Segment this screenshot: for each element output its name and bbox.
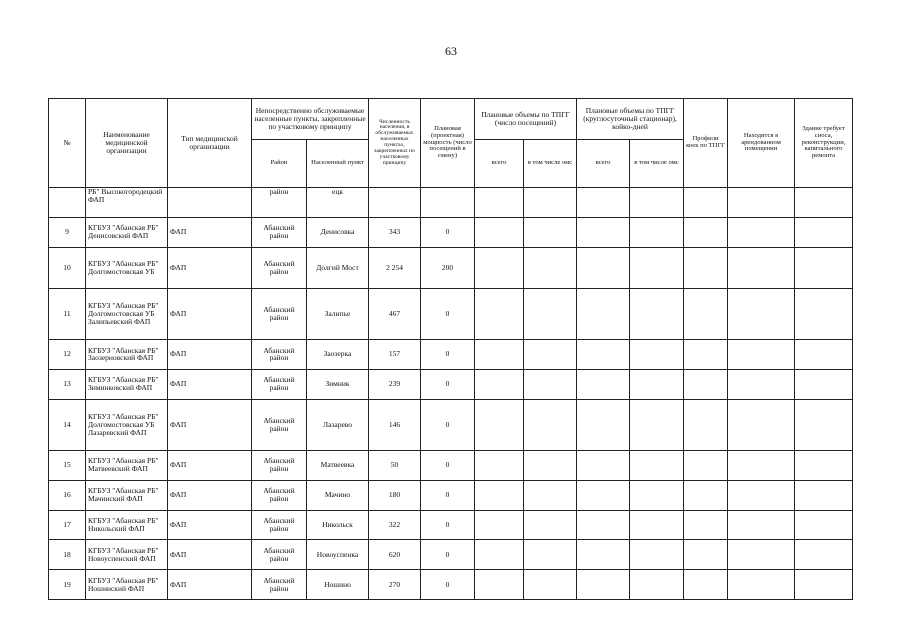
cell-repair: [795, 340, 853, 370]
cell-capacity: 0: [421, 450, 475, 480]
cell-rented: [728, 450, 795, 480]
cell-district: район: [252, 188, 307, 218]
cell-type: ФАП: [168, 570, 252, 600]
cell-oms-2: [630, 188, 684, 218]
cell-type: ФАП: [168, 399, 252, 450]
cell-oms: [524, 369, 577, 399]
cell-locality: Новоуспенка: [307, 540, 369, 570]
cell-num: 14: [49, 399, 86, 450]
cell-num: 18: [49, 540, 86, 570]
cell-type: ФАП: [168, 340, 252, 370]
cell-profile: [684, 369, 728, 399]
cell-num: 15: [49, 450, 86, 480]
table-row: [49, 510, 853, 540]
cell-population: 50: [369, 450, 421, 480]
cell-total: [475, 510, 524, 540]
cell-total-2: [577, 288, 630, 339]
cell-profile: [684, 188, 728, 218]
cell-total-2: [577, 540, 630, 570]
cell-repair: [795, 188, 853, 218]
cell-locality: ецк: [307, 188, 369, 218]
cell-population: 180: [369, 480, 421, 510]
cell-locality: Никольск: [307, 510, 369, 540]
cell-oms: [524, 480, 577, 510]
cell-type: ФАП: [168, 510, 252, 540]
cell-rented: [728, 217, 795, 247]
cell-rented: [728, 540, 795, 570]
cell-locality: Заозерка: [307, 340, 369, 370]
cell-capacity: 0: [421, 369, 475, 399]
cell-num: 12: [49, 340, 86, 370]
cell-total-2: [577, 369, 630, 399]
header-population: Численность населения, в обслуживаемых населенных пунктах, закрепленных по участковому принципу: [369, 99, 421, 188]
header-num: №: [49, 99, 86, 188]
cell-num: 11: [49, 288, 86, 339]
cell-district: Абанский район: [252, 540, 307, 570]
header-profile: Профили коек по ТПГГ: [684, 99, 728, 188]
cell-total: [475, 288, 524, 339]
cell-population: 467: [369, 288, 421, 339]
cell-total: [475, 188, 524, 218]
cell-capacity: 0: [421, 288, 475, 339]
cell-rented: [728, 510, 795, 540]
cell-district: Абанский район: [252, 450, 307, 480]
cell-repair: [795, 540, 853, 570]
cell-oms-2: [630, 450, 684, 480]
cell-num: [49, 188, 86, 218]
cell-rented: [728, 369, 795, 399]
cell-oms-2: [630, 399, 684, 450]
header-oms-2: в том числе омс: [630, 140, 684, 188]
header-rented: Находится в арендованном помещении: [728, 99, 795, 188]
cell-locality: Денисовка: [307, 217, 369, 247]
cell-name: КГБУЗ "Абанская РБ" Заозерновский ФАП: [86, 340, 168, 370]
cell-total-2: [577, 340, 630, 370]
cell-type: ФАП: [168, 288, 252, 339]
header-direct-group: Непосредственно обслуживаемые населенные пункты, закрепленные по участковому принципу: [252, 99, 369, 140]
cell-type: ФАП: [168, 450, 252, 480]
table-row: [49, 480, 853, 510]
cell-locality: Ношино: [307, 570, 369, 600]
cell-name: КГБУЗ "Абанская РБ" Долгомостовская УБ Лазаревский ФАП: [86, 399, 168, 450]
cell-name: КГБУЗ "Абанская РБ" Зиминковский ФАП: [86, 369, 168, 399]
cell-num: 16: [49, 480, 86, 510]
cell-type: ФАП: [168, 480, 252, 510]
cell-rented: [728, 570, 795, 600]
cell-capacity: 0: [421, 340, 475, 370]
cell-profile: [684, 340, 728, 370]
cell-repair: [795, 247, 853, 288]
table-row: [49, 247, 853, 288]
cell-oms-2: [630, 510, 684, 540]
cell-capacity: 0: [421, 480, 475, 510]
cell-total: [475, 369, 524, 399]
cell-capacity: 0: [421, 510, 475, 540]
cell-total: [475, 450, 524, 480]
header-district: Район: [252, 140, 307, 188]
cell-total-2: [577, 247, 630, 288]
cell-type: ФАП: [168, 247, 252, 288]
cell-repair: [795, 510, 853, 540]
cell-population: 157: [369, 340, 421, 370]
cell-total: [475, 399, 524, 450]
table-row: [49, 450, 853, 480]
cell-rented: [728, 288, 795, 339]
header-type: Тип медицинской организации: [168, 99, 252, 188]
cell-total-2: [577, 480, 630, 510]
cell-name: КГБУЗ "Абанская РБ" Новоуспенский ФАП: [86, 540, 168, 570]
cell-type: [168, 188, 252, 218]
header-total-2: всего: [577, 140, 630, 188]
cell-total-2: [577, 450, 630, 480]
cell-oms: [524, 399, 577, 450]
cell-population: 2 254: [369, 247, 421, 288]
table-row-continuation: [49, 188, 853, 218]
cell-oms: [524, 340, 577, 370]
cell-oms: [524, 510, 577, 540]
cell-repair: [795, 570, 853, 600]
table-row: [49, 288, 853, 339]
table-row: [49, 570, 853, 600]
cell-district: Абанский район: [252, 570, 307, 600]
cell-population: 239: [369, 369, 421, 399]
cell-district: Абанский район: [252, 288, 307, 339]
cell-num: 9: [49, 217, 86, 247]
cell-repair: [795, 480, 853, 510]
cell-profile: [684, 247, 728, 288]
cell-oms-2: [630, 369, 684, 399]
header-name: Наименование медицинской организации: [86, 99, 168, 188]
cell-oms-2: [630, 570, 684, 600]
table-row: [49, 340, 853, 370]
cell-repair: [795, 288, 853, 339]
cell-type: ФАП: [168, 217, 252, 247]
cell-profile: [684, 540, 728, 570]
cell-oms-2: [630, 480, 684, 510]
cell-rented: [728, 399, 795, 450]
cell-capacity: 0: [421, 540, 475, 570]
cell-district: Абанский район: [252, 369, 307, 399]
cell-oms-2: [630, 217, 684, 247]
header-oms: в том числе омс: [524, 140, 577, 188]
cell-locality: Лазарево: [307, 399, 369, 450]
cell-oms-2: [630, 247, 684, 288]
cell-rented: [728, 188, 795, 218]
table-row: [49, 399, 853, 450]
cell-total: [475, 570, 524, 600]
cell-num: 13: [49, 369, 86, 399]
cell-total: [475, 217, 524, 247]
cell-population: 322: [369, 510, 421, 540]
cell-repair: [795, 399, 853, 450]
header-repair: Здание требует сноса, реконструкции, капитального ремонта: [795, 99, 853, 188]
cell-oms-2: [630, 540, 684, 570]
cell-district: Абанский район: [252, 340, 307, 370]
header-capacity: Плановая (проектная) мощность (число посещений в смену): [421, 99, 475, 188]
cell-num: 10: [49, 247, 86, 288]
header-locality: Населенный пункт: [307, 140, 369, 188]
cell-population: 146: [369, 399, 421, 450]
page-number: 63: [445, 44, 457, 58]
table-row: [49, 369, 853, 399]
cell-oms: [524, 570, 577, 600]
cell-profile: [684, 570, 728, 600]
cell-locality: Матвеевка: [307, 450, 369, 480]
cell-num: 17: [49, 510, 86, 540]
cell-total: [475, 247, 524, 288]
cell-total: [475, 480, 524, 510]
cell-rented: [728, 340, 795, 370]
cell-population: [369, 188, 421, 218]
cell-oms-2: [630, 288, 684, 339]
cell-repair: [795, 217, 853, 247]
cell-total: [475, 340, 524, 370]
cell-type: ФАП: [168, 369, 252, 399]
cell-profile: [684, 217, 728, 247]
cell-population: 270: [369, 570, 421, 600]
cell-repair: [795, 450, 853, 480]
header-total: всего: [475, 140, 524, 188]
cell-name: КГБУЗ "Абанская РБ" Долгомостовская УБ: [86, 247, 168, 288]
cell-district: Абанский район: [252, 480, 307, 510]
cell-rented: [728, 247, 795, 288]
table-row: [49, 540, 853, 570]
cell-district: Абанский район: [252, 247, 307, 288]
cell-rented: [728, 480, 795, 510]
cell-capacity: 0: [421, 399, 475, 450]
cell-population: 343: [369, 217, 421, 247]
cell-oms-2: [630, 340, 684, 370]
cell-repair: [795, 369, 853, 399]
cell-total-2: [577, 399, 630, 450]
cell-population: 620: [369, 540, 421, 570]
cell-locality: Залипье: [307, 288, 369, 339]
cell-oms: [524, 288, 577, 339]
cell-total-2: [577, 217, 630, 247]
cell-capacity: 0: [421, 570, 475, 600]
cell-name: КГБУЗ "Абанская РБ" Долгомостовская УБ Залипьевский ФАП: [86, 288, 168, 339]
cell-profile: [684, 480, 728, 510]
cell-name: КГБУЗ "Абанская РБ" Денисовский ФАП: [86, 217, 168, 247]
cell-capacity: 0: [421, 217, 475, 247]
cell-district: Абанский район: [252, 510, 307, 540]
cell-name: КГБУЗ "Абанская РБ" Матвеевский ФАП: [86, 450, 168, 480]
cell-total-2: [577, 188, 630, 218]
cell-locality: Зимник: [307, 369, 369, 399]
cell-name: КГБУЗ "Абанская РБ" Никольский ФАП: [86, 510, 168, 540]
cell-num: 19: [49, 570, 86, 600]
cell-profile: [684, 288, 728, 339]
cell-profile: [684, 399, 728, 450]
facilities-table: [48, 98, 853, 600]
cell-type: ФАП: [168, 540, 252, 570]
cell-profile: [684, 510, 728, 540]
cell-oms: [524, 450, 577, 480]
cell-district: Абанский район: [252, 399, 307, 450]
cell-profile: [684, 450, 728, 480]
cell-locality: Мачино: [307, 480, 369, 510]
cell-total-2: [577, 510, 630, 540]
cell-total-2: [577, 570, 630, 600]
cell-oms: [524, 247, 577, 288]
cell-district: Абанский район: [252, 217, 307, 247]
cell-oms: [524, 540, 577, 570]
header-tpgg-beds-group: Плановые объемы по ТПГГ (круглосуточный стационар), койко-дней: [577, 99, 684, 140]
cell-oms: [524, 188, 577, 218]
cell-capacity: [421, 188, 475, 218]
header-tpgg-visits-group: Плановые объемы по ТПГГ (число посещений): [475, 99, 577, 140]
cell-capacity: 200: [421, 247, 475, 288]
cell-locality: Долгий Мост: [307, 247, 369, 288]
table-row: [49, 217, 853, 247]
cell-name: РБ" Высокогородецкий ФАП: [86, 188, 168, 218]
cell-name: КГБУЗ "Абанская РБ" Ношинский ФАП: [86, 570, 168, 600]
cell-name: КГБУЗ "Абанская РБ" Мачинский ФАП: [86, 480, 168, 510]
cell-total: [475, 540, 524, 570]
cell-oms: [524, 217, 577, 247]
